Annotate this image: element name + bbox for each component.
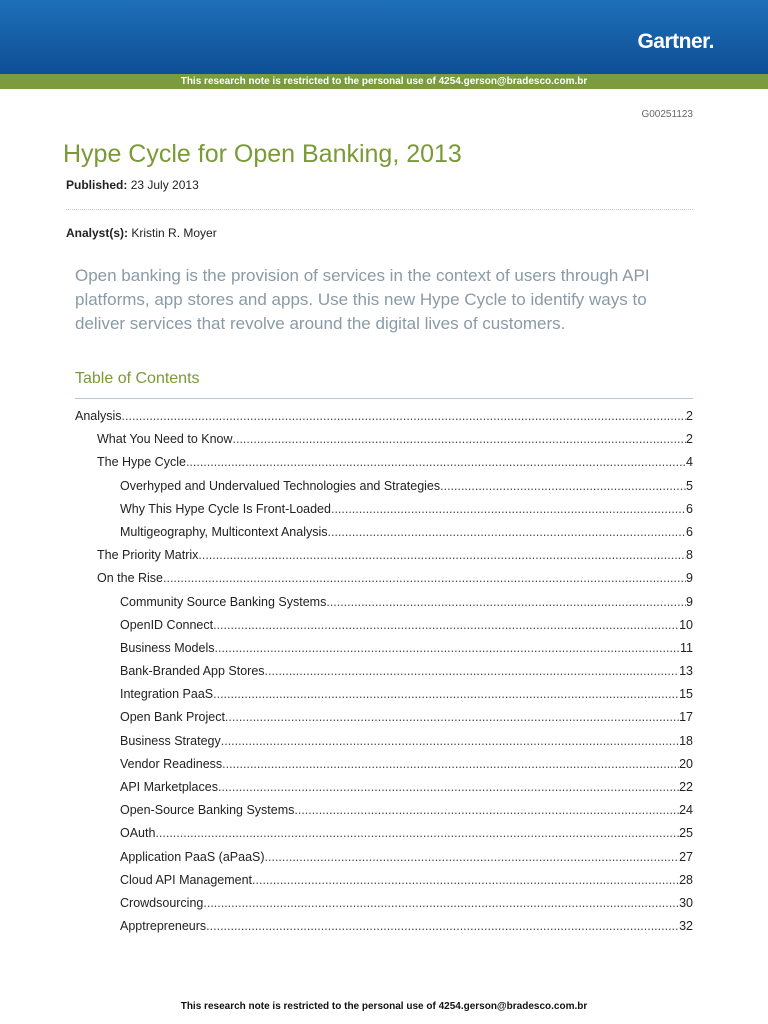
toc-entry-page: 2	[686, 432, 693, 447]
toc-entry-page: 9	[686, 571, 693, 586]
gartner-logo: Gartner.	[637, 30, 714, 53]
toc-entry-page: 11	[680, 640, 693, 655]
toc-leader-dots	[213, 614, 679, 637]
toc-entry-page: 20	[679, 756, 693, 771]
published-line	[66, 178, 199, 192]
toc-leader-dots	[215, 637, 681, 660]
toc-entry-page: 15	[679, 687, 693, 702]
toc-entry-page: 4	[686, 455, 693, 470]
toc-entry-label: On the Rise	[97, 571, 164, 586]
toc-entry[interactable]	[75, 846, 693, 869]
toc-entry[interactable]	[75, 614, 693, 637]
divider	[66, 209, 693, 210]
table-of-contents	[75, 405, 693, 938]
analyst-line	[66, 226, 217, 240]
toc-entry-label: Multigeography, Multicontext Analysis	[120, 524, 328, 539]
toc-entry-label: OAuth	[120, 826, 156, 841]
toc-leader-dots	[186, 451, 686, 474]
toc-leader-dots	[225, 706, 679, 729]
toc-leader-dots	[221, 730, 679, 753]
toc-leader-dots	[328, 521, 687, 544]
analyst-label: Analyst(s):	[66, 226, 129, 240]
toc-entry-label: Open-Source Banking Systems	[120, 803, 295, 818]
toc-entry-label: API Marketplaces	[120, 780, 218, 794]
page-title: Hype Cycle for Open Banking, 2013	[63, 140, 462, 168]
toc-entry-page: 25	[679, 826, 693, 841]
toc-entry-label: Vendor Readiness	[120, 756, 223, 771]
toc-entry[interactable]	[75, 822, 693, 845]
toc-leader-dots	[233, 428, 687, 451]
toc-entry-label: What You Need to Know	[97, 432, 233, 447]
toc-entry-label: Crowdsourcing	[120, 895, 204, 910]
toc-leader-dots	[326, 591, 686, 614]
toc-leader-dots	[440, 475, 686, 498]
toc-entry-page: 6	[686, 524, 693, 539]
toc-leader-dots	[213, 683, 679, 706]
toc-entry-label: Business Models	[120, 640, 215, 655]
summary-text: Open banking is the provision of services in the context of users through API platforms, app stores and apps. Use this new Hype Cycle to identify ways to deliver services that revolve around the digital lives of customers.	[75, 266, 650, 333]
published-label: Published:	[66, 178, 128, 192]
toc-entry-label: OpenID Connect	[120, 617, 214, 632]
toc-entry-label: Application PaaS (aPaaS)	[120, 849, 265, 864]
toc-divider	[75, 398, 693, 399]
toc-entry-label: Analysis	[75, 409, 122, 423]
toc-entry[interactable]	[75, 915, 693, 938]
header-banner	[0, 0, 768, 74]
toc-entry[interactable]	[75, 498, 693, 521]
toc-entry[interactable]	[75, 706, 693, 729]
toc-entry-label: Bank-Branded App Stores	[120, 664, 265, 679]
toc-leader-dots	[206, 915, 679, 938]
toc-entry-page: 32	[679, 919, 693, 934]
toc-entry[interactable]	[75, 730, 693, 753]
toc-entry[interactable]	[75, 451, 693, 474]
toc-leader-dots	[203, 892, 679, 915]
toc-entry-label: Why This Hype Cycle Is Front-Loaded	[120, 501, 331, 516]
toc-entry[interactable]	[75, 660, 693, 683]
toc-entry[interactable]	[75, 753, 693, 776]
toc-entry-label: Business Strategy	[120, 733, 221, 748]
restriction-notice-bottom: This research note is restricted to the personal use of 4254.gerson@bradesco.com.br	[180, 1001, 588, 1012]
toc-entry[interactable]	[75, 521, 693, 544]
toc-leader-dots	[218, 776, 679, 799]
published-date: 23 July 2013	[130, 178, 199, 192]
toc-entry-page: 5	[686, 478, 693, 493]
toc-entry-page: 24	[679, 803, 693, 818]
toc-entry[interactable]	[75, 869, 693, 892]
toc-leader-dots	[331, 498, 686, 521]
toc-entry-label: The Hype Cycle	[97, 455, 186, 470]
toc-entry-label: Community Source Banking Systems	[120, 594, 327, 609]
document-id: G00251123	[641, 109, 693, 120]
toc-entry[interactable]	[75, 475, 693, 498]
toc-entry-page: 22	[679, 780, 693, 794]
toc-leader-dots	[122, 405, 687, 428]
toc-entry-label: Cloud API Management	[120, 872, 253, 887]
toc-entry-page: 6	[686, 501, 693, 516]
toc-entry[interactable]	[75, 683, 693, 706]
toc-entry[interactable]	[75, 405, 693, 428]
toc-entry[interactable]	[75, 776, 693, 799]
toc-entry-page: 10	[679, 617, 693, 632]
toc-leader-dots	[265, 660, 680, 683]
toc-entry-label: Overhyped and Undervalued Technologies and Strategies	[120, 478, 441, 493]
toc-entry[interactable]	[75, 428, 693, 451]
toc-title: Table of Contents	[75, 370, 200, 387]
toc-leader-dots	[155, 822, 679, 845]
toc-entry-label: Apptrepreneurs	[120, 919, 207, 934]
toc-leader-dots	[222, 753, 679, 776]
toc-entry-page: 8	[686, 548, 693, 563]
toc-leader-dots	[265, 846, 680, 869]
toc-entry[interactable]	[75, 567, 693, 590]
toc-entry[interactable]	[75, 892, 693, 915]
toc-entry[interactable]	[75, 544, 693, 567]
restriction-notice-top: This research note is restricted to the personal use of 4254.gerson@bradesco.com.br	[0, 74, 768, 89]
toc-entry-page: 9	[686, 594, 693, 609]
analyst-name: Kristin R. Moyer	[131, 226, 217, 240]
toc-entry-label: Integration PaaS	[120, 687, 214, 702]
toc-entry-page: 28	[679, 872, 693, 887]
toc-leader-dots	[198, 544, 686, 567]
toc-entry-page: 2	[686, 409, 693, 423]
toc-leader-dots	[252, 869, 679, 892]
toc-entry-label: Open Bank Project	[120, 710, 225, 725]
toc-entry-page: 13	[679, 664, 693, 679]
toc-entry[interactable]	[75, 591, 693, 614]
toc-entry-page: 27	[679, 849, 693, 864]
toc-leader-dots	[163, 567, 686, 590]
toc-entry[interactable]	[75, 799, 693, 822]
toc-entry-label: The Priority Matrix	[97, 548, 199, 563]
toc-entry-page: 30	[679, 895, 693, 910]
toc-leader-dots	[294, 799, 679, 822]
toc-entry-page: 18	[679, 733, 693, 748]
toc-entry-page: 17	[679, 710, 693, 725]
toc-entry[interactable]	[75, 637, 693, 660]
